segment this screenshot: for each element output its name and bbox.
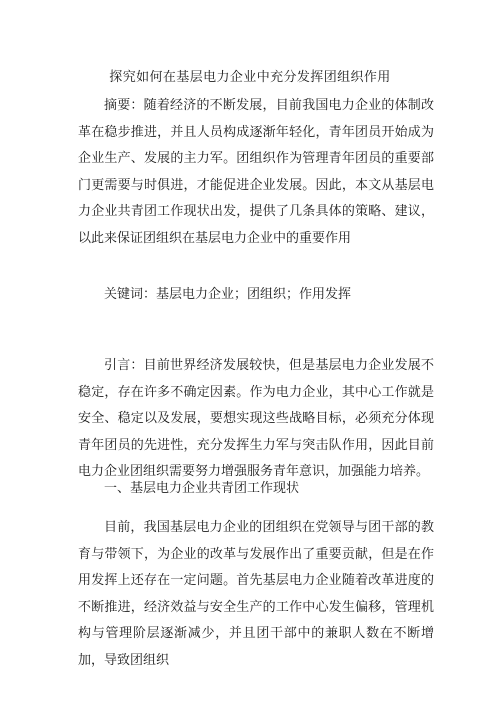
introduction-paragraph: 引言：目前世界经济发展较快，但是基层电力企业发展不稳定，存在许多不确定因素。作为电力企业，其中心工作就是安全、稳定以及发展，要想实现这些战略目标，必须充分体现青年团员的先进性，充分发挥生力军与突击队作用，因此目前电力企业团组织需要努力增强服务青年意识，加强能力培养。 bbox=[78, 358, 434, 480]
keywords-paragraph: 关键词：基层电力企业；团组织；作用发挥 bbox=[104, 287, 352, 302]
abstract-paragraph: 摘要：随着经济的不断发展，目前我国电力企业的体制改革在稳步推进，并且人员构成逐渐年轻化，青年团员开始成为企业生产、发展的主力军。团组织作为管理青年团员的重要部门更需要与时俱进，才能促进企业发展。因此，本文从基层电力企业共青团工作现状出发，提供了几条具体的策略、建议，以此来保证团组织在基层电力企业中的重要作用 bbox=[78, 98, 434, 246]
section-heading: 一、基层电力企业共青团工作现状 bbox=[104, 481, 300, 496]
document-title: 探究如何在基层电力企业中充分发挥团组织作用 bbox=[109, 70, 391, 85]
section-body-paragraph: 目前，我国基层电力企业的团组织在党领导与团干部的教育与带领下，为企业的改革与发展作出了重要贡献，但是在作用发挥上还存在一定问题。首先基层电力企业随着改革进度的不断推进，经济效益与安全生产的工作中心发生偏移，管理机构与管理阶层逐渐减少，并且团干部中的兼职人数在不断增加，导致团组织 bbox=[78, 520, 434, 668]
